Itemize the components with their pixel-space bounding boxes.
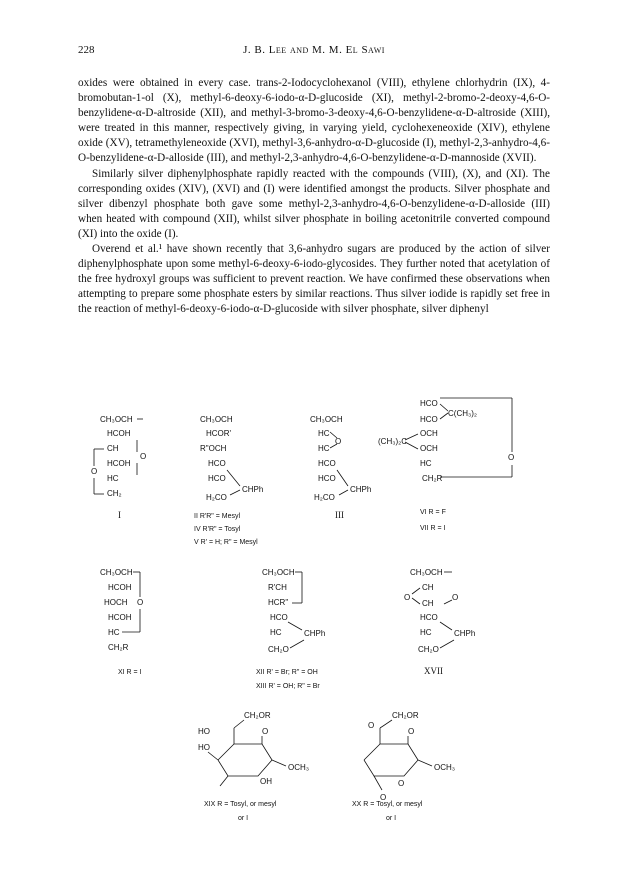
svg-text:HCO: HCO: [270, 613, 288, 622]
svg-text:CHPh: CHPh: [242, 485, 264, 494]
svg-text:O: O: [137, 598, 144, 607]
svg-text:CH₂R: CH₂R: [422, 474, 443, 483]
svg-text:II R'R" = Mesyl: II R'R" = Mesyl: [194, 513, 241, 520]
svg-text:HC: HC: [420, 459, 432, 468]
structure-i: [91, 415, 146, 520]
svg-text:HCOR': HCOR': [206, 429, 232, 438]
svg-text:HC: HC: [107, 474, 119, 483]
svg-text:C(CH₃)₂: C(CH₃)₂: [448, 409, 478, 418]
svg-text:O: O: [140, 452, 147, 461]
svg-text:HCOH: HCOH: [107, 429, 131, 438]
svg-text:HCO: HCO: [208, 474, 226, 483]
structure-iii: [310, 415, 371, 520]
svg-text:OCH₃: OCH₃: [434, 763, 456, 772]
svg-text:CHPh: CHPh: [304, 629, 326, 638]
svg-text:CH₃OCH: CH₃OCH: [310, 415, 343, 424]
svg-text:HCO: HCO: [318, 474, 336, 483]
svg-text:CH₃OCH: CH₃OCH: [100, 415, 133, 424]
svg-text:HO: HO: [198, 743, 210, 752]
svg-text:XVII: XVII: [424, 666, 443, 676]
svg-text:CHPh: CHPh: [454, 629, 476, 638]
svg-text:CH: CH: [422, 583, 434, 592]
svg-text:CH: CH: [107, 444, 119, 453]
svg-text:CH₂OR: CH₂OR: [392, 711, 419, 720]
svg-text:V R' = H; R" = Mesyl: V R' = H; R" = Mesyl: [194, 539, 258, 546]
svg-text:O: O: [368, 721, 375, 730]
svg-text:I: I: [118, 510, 121, 520]
svg-text:III: III: [335, 510, 344, 520]
svg-text:H₂CO: H₂CO: [206, 493, 227, 502]
svg-text:HC: HC: [318, 429, 330, 438]
svg-text:HCOH: HCOH: [108, 583, 132, 592]
svg-text:H₂CO: H₂CO: [314, 493, 335, 502]
svg-text:O: O: [91, 467, 98, 476]
svg-text:CH₂OR: CH₂OR: [244, 711, 271, 720]
structure-vi: [378, 398, 514, 532]
svg-text:or I: or I: [386, 815, 397, 822]
svg-text:OH: OH: [260, 777, 272, 786]
structure-ii: [194, 415, 263, 546]
svg-text:OCH: OCH: [420, 429, 438, 438]
svg-text:O: O: [335, 437, 342, 446]
svg-text:(CH₃)₂C: (CH₃)₂C: [378, 437, 408, 446]
svg-text:HCOH: HCOH: [108, 613, 132, 622]
svg-text:OCH: OCH: [420, 444, 438, 453]
svg-text:IV R'R" = Tosyl: IV R'R" = Tosyl: [194, 526, 241, 533]
paragraph: Similarly silver diphenylphosphate rapidly reacted with the compounds (VIII), (X), and (XI). The corresponding oxides (XIV), (XVI) and (I) were identified amongst the products. Silver phosphate and silver dibenzyl phosphate both gave some methyl-2,3-anhydro-4,6-O-benzylidene-α-D-alloside (III) when heated with compound (XII), whilst silver phosphate in boiling acetonitrile converted compound (XI) into the oxide (I).: [78, 167, 550, 240]
structure-xix: [198, 711, 309, 822]
svg-text:CHPh: CHPh: [350, 485, 372, 494]
svg-text:O: O: [508, 453, 515, 462]
svg-text:O: O: [380, 793, 387, 802]
page-number: 228: [78, 44, 95, 56]
svg-text:CH₂: CH₂: [107, 489, 122, 498]
svg-text:or I: or I: [238, 815, 249, 822]
svg-text:CH₃OCH: CH₃OCH: [262, 568, 295, 577]
structure-xx: [352, 711, 455, 822]
svg-text:O: O: [398, 779, 405, 788]
svg-text:R'CH: R'CH: [268, 583, 287, 592]
svg-text:HCOH: HCOH: [107, 459, 131, 468]
svg-text:XII R' = Br; R" = OH: XII R' = Br; R" = OH: [256, 669, 318, 676]
structure-xi: [100, 568, 143, 676]
structure-xvii: [404, 568, 475, 676]
svg-text:O: O: [452, 593, 459, 602]
svg-text:CH₂R: CH₂R: [108, 643, 129, 652]
svg-text:O: O: [262, 727, 269, 736]
svg-text:XX R = Tosyl, or mesyl: XX R = Tosyl, or mesyl: [352, 801, 423, 808]
structure-xii: [256, 568, 325, 690]
svg-text:HCO: HCO: [208, 459, 226, 468]
svg-text:HC: HC: [318, 444, 330, 453]
svg-text:HCO: HCO: [318, 459, 336, 468]
svg-text:HO: HO: [198, 727, 210, 736]
svg-text:CH: CH: [422, 599, 434, 608]
running-head: J. B. Lee and M. M. El Sawi: [243, 44, 385, 56]
svg-text:OCH₃: OCH₃: [288, 763, 310, 772]
svg-text:CH₂O: CH₂O: [418, 645, 439, 654]
svg-text:HCO: HCO: [420, 399, 438, 408]
svg-text:CH₃OCH: CH₃OCH: [200, 415, 233, 424]
svg-text:XI R = I: XI R = I: [118, 669, 142, 676]
svg-text:VII R = I: VII R = I: [420, 525, 446, 532]
svg-text:HC: HC: [108, 628, 120, 637]
svg-text:XIX R = Tosyl, or mesyl: XIX R = Tosyl, or mesyl: [204, 801, 277, 808]
svg-text:CH₂O: CH₂O: [268, 645, 289, 654]
paragraph: Overend et al.¹ have shown recently that 3,6-anhydro sugars are produced by the action of silver diphenylphosphate upon some methyl-6-deoxy-6-iodo-glycosides. They further noted that acetylation of the free hydroxyl groups was sufficient to prevent reaction. We have confirmed these observations when attempting to prepare some phosphate esters by similar reactions. Thus silver iodide is rapidly set free in the reaction of methyl-6-deoxy-6-iodo-α-D-glucoside with silver phosphate, silver diphenyl: [78, 243, 550, 316]
svg-text:O: O: [408, 727, 415, 736]
svg-text:O: O: [404, 593, 411, 602]
svg-text:HOCH: HOCH: [104, 598, 128, 607]
svg-text:XIII R' = OH; R" = Br: XIII R' = OH; R" = Br: [256, 683, 320, 690]
svg-text:HCR": HCR": [268, 598, 289, 607]
svg-text:CH₃OCH: CH₃OCH: [100, 568, 133, 577]
svg-text:HCO: HCO: [420, 613, 438, 622]
svg-text:HC: HC: [420, 628, 432, 637]
svg-text:R"OCH: R"OCH: [200, 444, 227, 453]
svg-text:CH₃OCH: CH₃OCH: [410, 568, 443, 577]
paragraph: oxides were obtained in every case. trans-2-Iodocyclohexanol (VIII), ethylene chlorhydrin (IX), 4-bromobutan-1-ol (X), methyl-6-deoxy-6-iodo-α-D-glucoside (XI), methyl-2-bromo-2-deoxy-4,6-O-benzylidene-α-D-altroside (XII), and methyl-3-bromo-3-deoxy-4,6-O-benzylidene-α-D-altroside (XIII), were treated in this manner, respectively giving, in varying yield, cyclohexeneoxide (XIV), ethylene oxide (XV), tetramethyleneoxide (XVI), methyl-3,6-anhydro-α-D-glucoside (I), methyl-2,3-anhydro-4,6-O-benzylidene-α-D-alloside (III), and methyl-2,3-anhydro-4,6-O-benzylidene-α-D-mannoside (XVII).: [78, 77, 550, 165]
svg-text:VI R = F: VI R = F: [420, 509, 446, 516]
svg-text:HC: HC: [270, 628, 282, 637]
svg-text:HCO: HCO: [420, 415, 438, 424]
